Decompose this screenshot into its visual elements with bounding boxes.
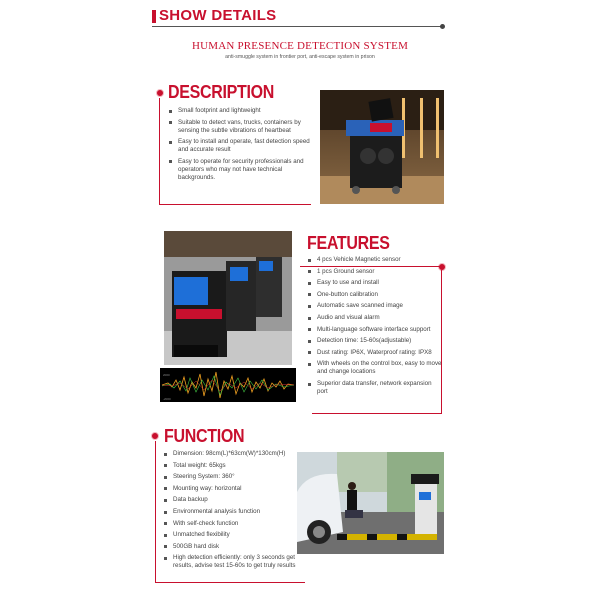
list-item: Suitable to detect vans, trucks, containers by sensing the subtle vibrations of heartbeat xyxy=(168,119,316,135)
function-list xyxy=(163,450,299,574)
function-field-photo xyxy=(297,452,444,554)
svg-text:-2000: -2000 xyxy=(163,397,171,401)
function-bottom-line xyxy=(155,582,305,583)
list-item: High detection efficiently: only 3 seconds get results, advise test 15-60s to get truly results xyxy=(163,554,299,570)
description-bottom-line xyxy=(159,204,311,205)
list-item: With wheels on the control box, easy to move and change locations xyxy=(307,360,443,376)
list-item: Steering System: 360° xyxy=(163,473,299,481)
header-divider xyxy=(152,26,442,27)
list-item: Automatic save scanned image xyxy=(307,302,443,310)
list-item: Dimension: 98cm(L)*63cm(W)*130cm(H) xyxy=(163,450,299,458)
list-item: Easy to use and install xyxy=(307,279,443,287)
svg-text:2000: 2000 xyxy=(163,373,170,377)
list-item: Audio and visual alarm xyxy=(307,314,443,322)
list-item: Detection time: 15-60s(adjustable) xyxy=(307,337,443,345)
description-list xyxy=(168,107,316,185)
page-title: SHOW DETAILS xyxy=(159,7,277,24)
features-heading: FEATURES xyxy=(307,234,390,254)
list-item: Total weight: 65kgs xyxy=(163,462,299,470)
product-subtitle: anti-smuggle system in frontier port, anti-escape system in prison xyxy=(225,54,375,60)
description-heading: DESCRIPTION xyxy=(168,83,275,103)
list-item: With self-check function xyxy=(163,520,299,528)
description-product-photo xyxy=(320,90,444,204)
list-item: One-button calibration xyxy=(307,291,443,299)
list-item: 500GB hard disk xyxy=(163,543,299,551)
list-item: Dust rating: IP6X, Waterproof rating: IPX8 xyxy=(307,349,443,357)
function-marker xyxy=(151,432,159,440)
description-marker xyxy=(156,89,164,97)
list-item: Data backup xyxy=(163,496,299,504)
description-line xyxy=(159,98,160,204)
list-item: Easy to install and operate, fast detection speed and accurate result xyxy=(168,138,316,154)
waveform-image xyxy=(160,368,296,402)
list-item: 1 pcs Ground sensor xyxy=(307,268,443,276)
list-item: Mounting way: horizontal xyxy=(163,485,299,493)
function-heading: FUNCTION xyxy=(164,427,245,447)
list-item: 4 pcs Vehicle Magnetic sensor xyxy=(307,256,443,264)
function-line xyxy=(155,441,156,582)
list-item: Small footprint and lightweight xyxy=(168,107,316,115)
product-title: HUMAN PRESENCE DETECTION SYSTEM xyxy=(191,40,409,52)
features-product-photo xyxy=(164,231,292,365)
list-item: Superior data transfer, network expansion port xyxy=(307,380,443,396)
list-item: Multi-language software interface support xyxy=(307,326,443,334)
list-item: Environmental analysis function xyxy=(163,508,299,516)
features-list xyxy=(307,256,443,400)
header-accent-bar xyxy=(152,10,156,23)
features-bottom-line xyxy=(312,413,442,414)
list-item: Unmatched flexibility xyxy=(163,531,299,539)
list-item: Easy to operate for security professionals and operators who may not have technical backgrounds. xyxy=(168,158,316,182)
header-divider-dot xyxy=(440,24,445,29)
